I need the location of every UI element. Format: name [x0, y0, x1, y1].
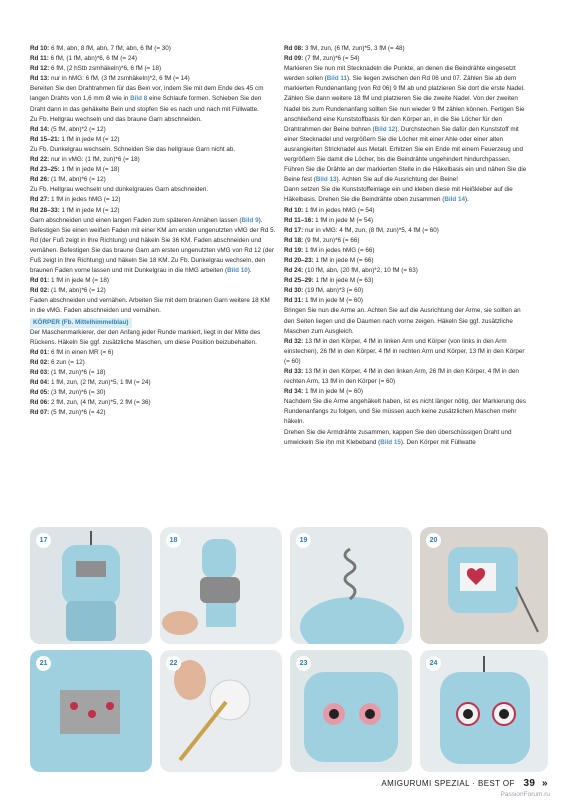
figure-reference: Bild 9: [241, 216, 259, 224]
instruction-paragraph: [30, 145, 276, 155]
instruction-text: 1 fM in jede M (= 60): [303, 297, 363, 305]
instruction-paragraph: [30, 195, 276, 205]
instruction-paragraph: [284, 266, 530, 276]
instruction-paragraph: [284, 206, 530, 216]
instruction-text: Nachdem Sie die Arme angehäkelt haben, ist es nicht länger nötig, der Markierung des Rundenanfangs zu folgen, und Sie müssen auch keine zusätzlichen Maschen mehr häkeln.: [284, 398, 526, 426]
instruction-text: (5 fM, zun)*6 (= 42): [49, 409, 106, 417]
instruction-paragraph: [284, 256, 530, 266]
page-number: 39: [523, 778, 536, 789]
photo-number-badge: 21: [36, 656, 51, 671]
instruction-paragraph: [284, 246, 530, 256]
instruction-text: Garn abschneiden und einen langen Faden zum späteren Annähen lassen (: [30, 216, 242, 224]
magazine-title: AMIGURUMI SPEZIAL · BEST OF: [381, 779, 515, 788]
instruction-paragraph: [284, 387, 530, 397]
round-label: Rd 15–21:: [30, 135, 60, 143]
round-label: Rd 27:: [30, 196, 50, 204]
instruction-paragraph: [30, 135, 276, 145]
instruction-text: (10 fM, abn, (20 fM, abn)*2, 10 fM (= 63): [303, 267, 418, 275]
instruction-text: 1 fM in jede M (= 60): [303, 388, 363, 396]
photo-20: [420, 527, 548, 644]
photo-number-badge: 23: [296, 656, 311, 671]
instruction-text: ). Befestigen Sie einen weißen Faden mit einer KM am ersten ungenutzten vMG der Rd 5. Rd (der Fuß zeigt in Ihre Richtung) und häkeln Sie 36 KM. Faden abschneiden und vernähen. Befestigen Sie das braune Garn am ersten ungenutzten vMG von Rd 12 (der Fuß zeigt in Ihre Richtung) und häkeln Sie 18 KM. Zu Fb. Dunkelgrau wechseln, den braunen Faden vorne lassen und mit Dunkelgrau in die hMG arbeiten (: [30, 216, 276, 275]
instruction-text: 6 zun (= 12): [49, 358, 85, 366]
instruction-paragraph: [30, 115, 276, 125]
figure-reference: Bild 11: [326, 75, 348, 83]
instruction-paragraph: [30, 276, 276, 286]
next-page-arrow-icon: »: [542, 778, 548, 789]
instruction-paragraph: [284, 397, 530, 427]
round-label: Rd 25–29:: [284, 277, 314, 285]
instruction-text: ). Achten Sie auf die Ausrichtung der Beine!: [336, 176, 458, 184]
watermark: PassionForum.ru: [500, 791, 550, 798]
figure-reference: Bild 14: [444, 196, 465, 204]
round-label: Rd 08:: [284, 45, 304, 52]
instruction-paragraph: [284, 337, 530, 367]
instruction-text: (5 fM, abn)*2 (= 12): [49, 125, 106, 133]
instruction-text: 1 fM, zun, (2 fM, zun)*5, 1 fM (= 24): [49, 379, 151, 387]
figure-reference: Bild 13: [315, 176, 337, 184]
round-label: Rd 20–23:: [284, 256, 314, 264]
round-label: Rd 11–16:: [284, 216, 314, 224]
round-label: Rd 24:: [284, 267, 304, 275]
instruction-text: ). Sie liegen zwischen den Rd 06 und 07. Zählen Sie ab dem markierten Rundenanfang (von Rd 06) 9 fM ab und platzieren Sie dort die erste Nadel. Zählen Sie dann weitere 18 fM und platzieren Sie die zweite Nadel. Von der zweiten Nadel bis zum Rundenanfang sollten Sie nun wieder 9 fM zählen können. Fertigen Sie anschließend eine Kunststoffbasis für den Körper an, in die Sie Löcher für den Drahtrahmen der Beine bohren (: [284, 75, 525, 133]
instruction-text: (3 fM, zun)*6 (= 30): [49, 389, 106, 397]
instruction-text: 6 fM, abn, 8 fM, abn, 7 fM, abn, 6 fM (= 30): [49, 45, 171, 52]
instruction-paragraph: [284, 226, 530, 236]
round-label: Rd 31:: [284, 297, 304, 305]
figure-reference: Bild 8: [130, 95, 148, 103]
left-text-column: [30, 44, 276, 418]
instruction-paragraph: [30, 175, 276, 185]
instruction-text: (19 fM, abn)*3 (= 60): [303, 287, 364, 295]
instruction-paragraph: [30, 125, 276, 135]
instruction-text: 6 fM in einen MR (= 6): [49, 348, 114, 356]
instruction-text: 1 fM in jede M (= 63): [313, 277, 374, 285]
instruction-paragraph: [30, 165, 276, 175]
instruction-text: Drehen Sie die Armdrähte zusammen, kappen Sie den überschüssigen Draht und umwickeln Sie ihn mit Klebeband (: [284, 428, 512, 446]
instruction-text: 6 fM, (1 fM, abn)*6, 6 fM (= 24): [48, 55, 137, 63]
photo-24: [420, 650, 548, 772]
instruction-paragraph: [30, 296, 276, 316]
round-label: Rd 17:: [284, 226, 304, 234]
photo-19: [290, 527, 412, 644]
figure-reference: Bild 15: [380, 438, 401, 446]
round-label: Rd 05:: [30, 389, 50, 397]
instruction-paragraph: [30, 378, 276, 388]
instruction-text: Der Maschenmarkierer, der den Anfang jeder Runde markiert, liegt in der Mitte des Rückens. Häkeln Sie ggf. zusätzliche Maschen, um diese Position beizubehalten.: [30, 328, 261, 346]
round-label: Rd 10:: [30, 45, 50, 52]
round-label: Rd 10:: [284, 206, 304, 214]
round-label: Rd 02:: [30, 358, 50, 366]
instruction-text: (1 fM, abn)*6 (= 12): [49, 287, 106, 295]
photo-21: [30, 650, 152, 772]
instruction-paragraph: [30, 286, 276, 296]
instruction-text: 1 fM in jede M (= 66): [313, 256, 374, 264]
round-label: Rd 30:: [284, 287, 304, 295]
instruction-paragraph: [284, 296, 530, 306]
instruction-paragraph: [30, 368, 276, 378]
instruction-paragraph: [284, 286, 530, 296]
round-label: Rd 19:: [284, 246, 304, 254]
round-label: Rd 28–33:: [30, 206, 60, 214]
photo-number-badge: 22: [166, 656, 181, 671]
round-label: Rd 34:: [284, 388, 304, 396]
instruction-paragraph: [284, 306, 530, 336]
instruction-text: Markieren Sie nun mit Stecknadeln die Punkte, an denen die Beindrähte eingesetzt werden sollen (: [284, 65, 516, 83]
round-label: Rd 33:: [284, 368, 304, 375]
round-label: Rd 18:: [284, 236, 304, 244]
round-label: Rd 01:: [30, 348, 50, 356]
instruction-text: 1 fM in jedes hMG (= 66): [303, 246, 375, 254]
instruction-text: (7 fM, zun)*6 (= 54): [303, 55, 360, 63]
instruction-text: (1 fM, abn)*6 (= 12): [49, 176, 106, 184]
round-label: Rd 14:: [30, 125, 50, 133]
round-label: Rd 26:: [30, 176, 50, 184]
instruction-text: 2 fM, zun, (4 fM, zun)*5, 2 fM (= 36): [49, 399, 151, 407]
instruction-text: 1 fM in jedes hMG (= 12): [49, 196, 121, 204]
round-label: Rd 12:: [30, 65, 50, 73]
photo-number-badge: 24: [426, 656, 441, 671]
instruction-text: Bereiten Sie den Drahtrahmen für das Bein vor, indem Sie mit dem Ende des 45 cm langen Drahts von 1,6 mm Ø wie in: [30, 85, 264, 103]
photo-23: [290, 650, 412, 772]
instruction-text: ). Durchstechen Sie dafür den Kunststoff mit einer Stecknadel und vergrößern Sie die Löcher mit einer Ahle oder einer alten ausrangierten Stricknadel aus Metall. Erhitzen Sie ein Ende mit einem Feuerzeug und vergrößern Sie damit die Löcher, bis die Beindrähte ungehindert hindurchpassen. Führen Sie die Drähte an der markierten Stelle in die Häkelbasis ein und nähen Sie die Beine fest (: [284, 125, 527, 184]
round-label: Rd 03:: [30, 369, 50, 376]
instruction-text: Dann setzen Sie die Kunststoffeinlage ein und kleben diese mit Heißkleber auf die Häkelbasis. Drehen Sie die Beindrähte oben zusammen (: [284, 186, 513, 204]
photo-17: [30, 527, 152, 644]
photo-number-badge: 18: [166, 533, 181, 548]
instruction-paragraph: [30, 388, 276, 398]
round-label: Rd 23–25:: [30, 166, 60, 174]
instruction-text: 1 fM in jedes hMG (= 54): [303, 206, 375, 214]
page-footer: [381, 778, 548, 789]
instruction-paragraph: [284, 428, 530, 448]
instruction-paragraph: [30, 64, 276, 74]
instruction-text: Bringen Sie nun die Arme an. Achten Sie auf die Ausrichtung der Arme, sie sollten an den Seiten liegen und die Daumen nach vorne zeigen. Häkeln Sie ggf. zusätzliche Maschen zum Ausgleich.: [284, 307, 521, 335]
round-label: Rd 01:: [30, 277, 50, 285]
photo-number-badge: 19: [296, 533, 311, 548]
instruction-paragraph: [284, 216, 530, 226]
instruction-paragraph: [30, 74, 276, 84]
round-label: Rd 22:: [30, 156, 50, 164]
instruction-text: ). Den Körper mit Füllwatte: [400, 438, 476, 446]
instruction-paragraph: [30, 348, 276, 358]
round-label: Rd 07:: [30, 409, 50, 417]
instruction-paragraph: [284, 54, 530, 64]
instruction-paragraph: [284, 276, 530, 286]
instruction-text: 1 fM in jede M (= 18): [59, 166, 120, 174]
round-label: Rd 04:: [30, 379, 50, 387]
instruction-paragraph: [284, 367, 530, 387]
instruction-text: 1 fM in jede M (= 18): [49, 277, 109, 285]
round-label: Rd 32:: [284, 337, 304, 345]
instruction-text: nur in vMG: (1 fM, zun)*6 (= 18): [49, 156, 140, 164]
instruction-paragraph: [284, 44, 530, 54]
instruction-text: 13 fM in den Körper, 4 fM in den linken Arm, 26 fM in den Körper, 4 fM in den rechten Arm, 13 fM in den Körper (= 60): [284, 368, 519, 386]
instruction-text: eine Schlaufe formen. Schieben Sie den Draht dann in das gehäkelte Bein und stopfen Sie es nach und nach mit Füllwatte.: [30, 95, 262, 113]
round-label: Rd 06:: [30, 399, 50, 407]
round-label: Rd 09:: [284, 55, 304, 63]
figure-reference: Bild 12: [374, 125, 396, 133]
instruction-text: Zu Fb. Hellgrau wechseln und dunkelgraues Garn abschneiden.: [30, 186, 209, 194]
instruction-text: 6 fM, (2 hStb zsmhäkeln)*6, 6 fM (= 18): [49, 65, 162, 73]
instruction-paragraph: [284, 64, 530, 185]
section-heading: KÖRPER (Fb. Mittelhimmelblau): [30, 318, 132, 328]
photo-grid: [30, 527, 548, 772]
instruction-text: 1 fM in jede M (= 12): [59, 135, 120, 143]
instruction-text: 13 fM in den Körper, 4 fM in linken Arm und Körper (von links in den Arm einstechen), 26 fM in den Körper, 4 fM in rechten Arm und Körper, 13 fM in den Körper (= 60): [284, 337, 525, 365]
round-label: Rd 11:: [30, 55, 49, 63]
instruction-paragraph: [30, 155, 276, 165]
instruction-text: (9 fM, zun)*6 (= 66): [303, 236, 360, 244]
instruction-text: Zu Fb. Dunkelgrau wechseln. Schneiden Sie das hellgraue Garn nicht ab.: [30, 145, 236, 153]
instruction-text: Faden abschneiden und vernähen. Arbeiten Sie mit dem braunen Garn weitere 18 KM in die vMG. Faden abschneiden und vernähen.: [30, 297, 270, 315]
instruction-paragraph: [30, 84, 276, 114]
instruction-paragraph: [30, 185, 276, 195]
figure-reference: Bild 10: [227, 267, 248, 275]
instruction-text: Zu Fb. Hellgrau wechseln und das braune Garn abschneiden.: [30, 115, 202, 123]
instruction-paragraph: [30, 358, 276, 368]
photo-18: [160, 527, 282, 644]
instruction-paragraph: [284, 236, 530, 246]
round-label: Rd 02:: [30, 287, 50, 295]
instruction-paragraph: [30, 328, 276, 348]
instruction-text: 1 fM in jede M (= 54): [313, 216, 374, 224]
instruction-text: nur in hMG: 6 fM, (3 fM zsmhäkeln)*2, 6 fM (= 14): [49, 75, 190, 83]
photo-number-badge: 17: [36, 533, 51, 548]
instruction-paragraph: [30, 206, 276, 216]
instruction-text: 1 fM in jede M (= 12): [59, 206, 120, 214]
instruction-paragraph: [30, 398, 276, 408]
instruction-text: ).: [464, 196, 469, 204]
instruction-paragraph: [30, 54, 276, 64]
instruction-paragraph: [30, 44, 276, 54]
instruction-text: (1 fM, zun)*6 (= 18): [49, 369, 106, 376]
instruction-text: ).: [247, 267, 252, 275]
right-text-column: [284, 44, 530, 448]
photo-number-badge: 20: [426, 533, 441, 548]
photo-22: [160, 650, 282, 772]
instruction-paragraph: [284, 185, 530, 205]
instruction-paragraph: [30, 408, 276, 418]
instruction-paragraph: [30, 216, 276, 277]
instruction-text: nur in vMG: 4 fM, zun, (8 fM, zun)*5, 4 fM (= 60): [303, 226, 439, 234]
round-label: Rd 13:: [30, 75, 50, 83]
instruction-text: 3 fM, zun, (6 fM, zun)*5, 3 fM (= 48): [303, 45, 405, 52]
